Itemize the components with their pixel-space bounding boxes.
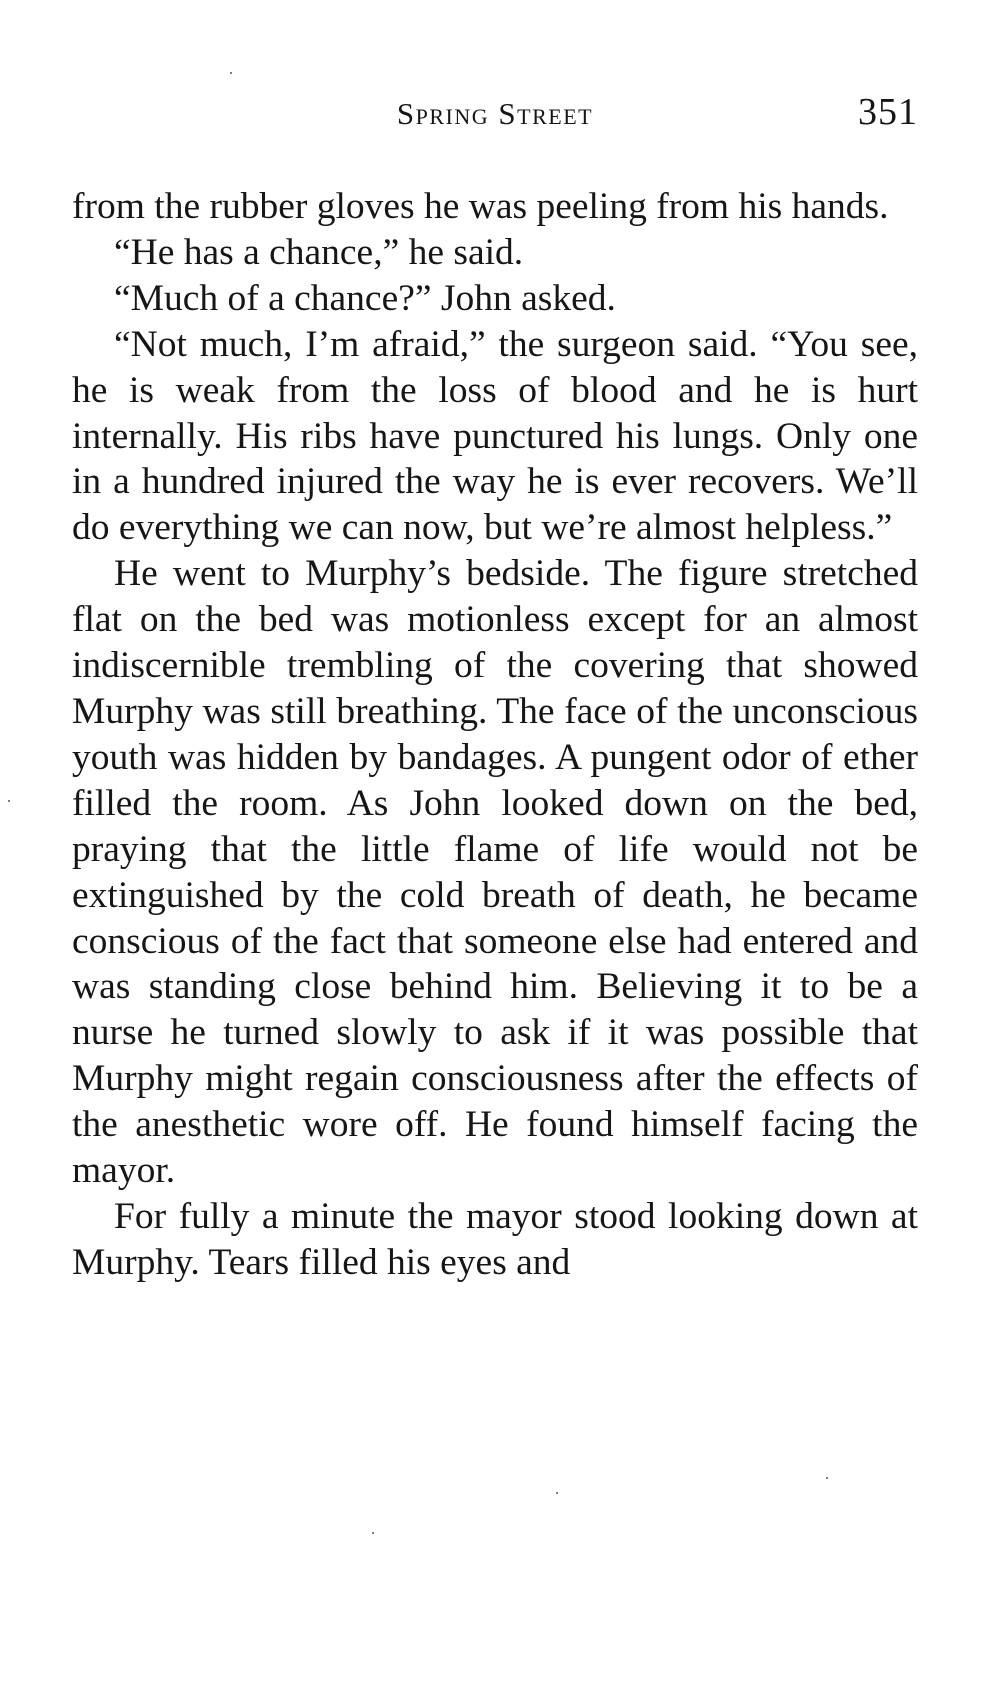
- scan-speck: [230, 72, 232, 74]
- scan-speck: [826, 1477, 828, 1479]
- running-head: [72, 82, 918, 138]
- paragraph: For fully a minute the mayor stood looking down at Murphy. Tears filled his eyes and: [72, 1195, 918, 1283]
- paragraph: “Not much, I’m afraid,” the surgeon said. “You see, he is weak from the loss of blood and he is hurt internally. His ribs have punctured his lungs. Only one in a hundred injured the way he is ever recovers. We’ll do everything we can now, but we’re almost helpless.”: [72, 323, 918, 549]
- page-number: 351: [858, 91, 918, 133]
- scan-speck: [8, 800, 10, 802]
- paragraph: “He has a chance,” he said.: [114, 231, 524, 273]
- paragraph-continued: from the rubber gloves he was peeling from his hands.: [72, 186, 889, 227]
- body-text: [72, 184, 918, 1286]
- paragraph: “Much of a chance?” John asked.: [114, 277, 616, 319]
- running-title: Spring Street: [396, 96, 594, 131]
- scan-speck: [372, 1532, 374, 1534]
- book-page: [72, 82, 918, 1286]
- paragraph: He went to Murphy’s bedside. The figure stretched flat on the bed was motionless except for an almost indiscernible trembling of the covering that showed Murphy was still breathing. The face of the unconscious youth was hidden by bandages. A pungent odor of ether filled the room. As John looked down on the bed, praying that the little flame of life would not be extinguished by the cold breath of death, he became conscious of the fact that someone else had entered and was standing close behind him. Believing it to be a nurse he turned slowly to ask if it was possible that Murphy might regain consciousness after the effects of the anesthetic wore off. He found himself facing the mayor.: [72, 553, 918, 1192]
- scan-speck: [556, 1492, 558, 1494]
